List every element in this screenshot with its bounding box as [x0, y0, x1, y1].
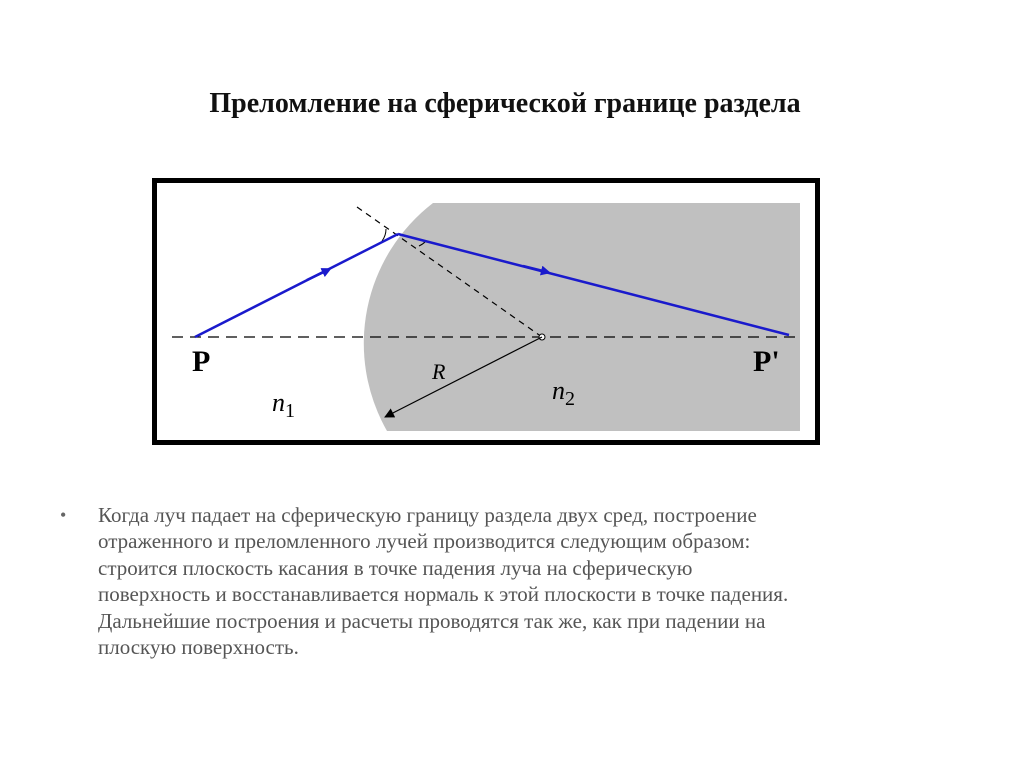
source-point-label: P [192, 345, 211, 378]
n1-label [272, 388, 295, 422]
diagram-canvas [157, 183, 815, 440]
image-point-label: P' [753, 345, 780, 378]
n2-letter: n [552, 376, 565, 405]
n2-subscript: 2 [565, 388, 575, 410]
n1-letter: n [272, 388, 285, 417]
explanation-paragraph: Когда луч падает на сферическую границу раздела двух сред, построение отраженного и преломленного лучей производится следующим образом: строится плоскость касания в точке падения луча на сферическую поверхность и восстанавливается нормаль к этой плоскости в точке падения. Дальнейшие построения и расчеты проводятся так же, как при падении на плоскую поверхность. [98, 503, 789, 660]
n1-subscript: 1 [285, 400, 295, 422]
refraction-diagram [152, 178, 820, 445]
bullet-point: • [60, 505, 67, 525]
medium-n2-region [364, 203, 800, 431]
radius-label: R [432, 359, 446, 384]
slide-title: Преломление на сферической границе раздела [209, 88, 801, 119]
incident-ray-arrow [307, 270, 328, 280]
